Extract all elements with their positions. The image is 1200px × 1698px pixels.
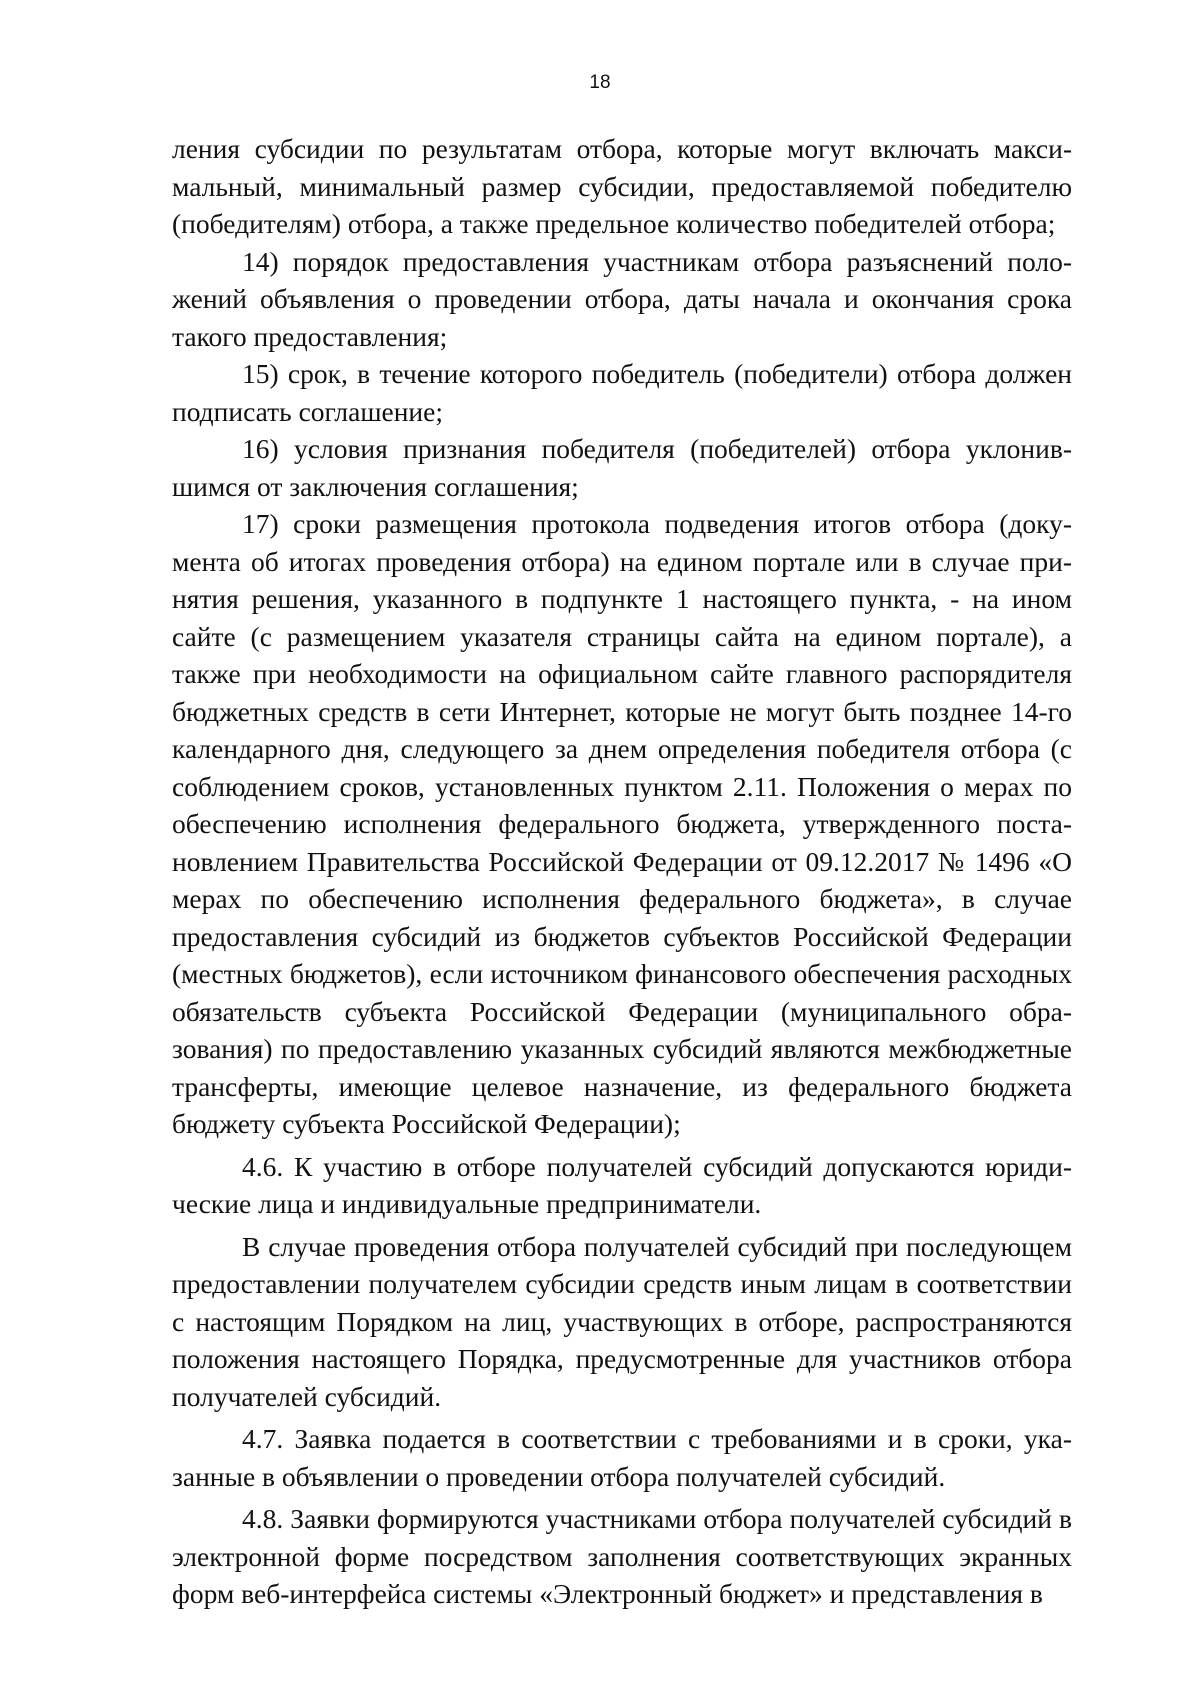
paragraph-section-4-6: 4.6. К участию в отборе получателей субсидий допускаются юридические лица и индивидуальные предприниматели. [172, 1150, 1072, 1219]
document-body [172, 130, 1072, 1613]
paragraph-section-4-7: 4.7. Заявка подается в соответствии с требованиями и в сроки, указанные в объявлении о проведении отбора получателей субсидий. [172, 1423, 1072, 1492]
paragraph-item-16: 16) условия признания победителя (победителей) отбора уклонившимся от заключения соглашения; [172, 433, 1072, 502]
paragraph-section-4-6-continued: В случае проведения отбора получателей субсидий при последующем предоставлении получателем субсидии средств иным лицам в соответствии с настоящим Порядком на лиц, участвующих в отборе, распространяются положения настоящего Порядка, предусмотренные для участников отбора получателей субсидий. [172, 1230, 1072, 1412]
paragraph-item-14: 14) порядок предоставления участникам отбора разъяснений положений объявления о проведении отбора, даты начала и окончания срока такого предоставления; [172, 245, 1072, 352]
paragraph-item-17: 17) сроки размещения протокола подведения итогов отбора (документа об итогах проведения отбора) на едином портале или в случае принятия решения, указанного в подпункте 1 настоящего пункта, - на ином сайте (с размещением указателя страницы сайта на едином портале), а также при необходимости на официальном сайте главного распорядителя бюджетных средств в сети Интернет, которые не могут быть позднее 14-го календарного дня, следующего за днем определения победителя отбора (с соблюдением сроков, установленных пунктом 2.11. Положения о мерах по обеспечению исполнения федерального бюджета, утвержденного постановлением Правительства Российской Федерации от 09.12.2017 № 1496 «О мерах по обеспечению исполнения федерального бюджета», в случае предоставления субсидий из бюджетов субъектов Российской Федерации (местных бюджетов), если источником финансового обеспечения расходных обязательств субъекта Российской Федерации (муниципального образования) по предоставлению указанных субсидий являются межбюджетные трансферты, имеющие целевое назначение, из федерального бюджета бюджету субъекта Российской Федерации); [172, 508, 1072, 1139]
paragraph-item-15: 15) срок, в течение которого победитель (победители) отбора должен подписать соглашение; [172, 358, 1072, 427]
paragraph-continuation: ления субсидии по результатам отбора, которые могут включать максимальный, минимальный размер субсидии, предоставляемой победителю (победителям) отбора, а также предельное количество победителей отбора; [172, 133, 1072, 239]
paragraph-section-4-8: 4.8. Заявки формируются участниками отбора получателей субсидий в электронной форме посредством заполнения соответствующих экранных форм веб-интерфейса системы «Электронный бюджет» и представления в [172, 1503, 1072, 1609]
page-number: 18 [589, 72, 611, 93]
